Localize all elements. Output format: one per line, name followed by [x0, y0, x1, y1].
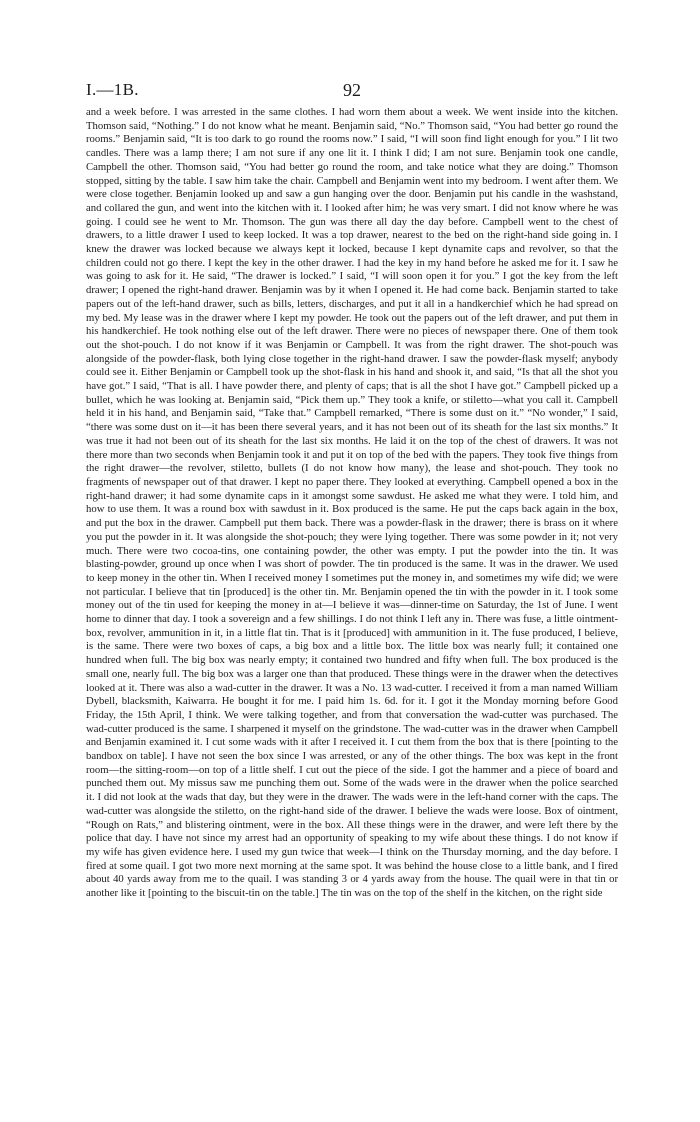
- running-head: [86, 80, 618, 104]
- body-text: [86, 106, 618, 901]
- page-number: 92: [343, 80, 361, 100]
- body-paragraph: and a week before. I was arrested in the same clothes. I had worn them about a week. We went inside into the kitchen. Thomson said, “Nothing.” I do not know what he meant. Benjamin said, “No.” Thomson said, “You had better go round the rooms.” Benjamin said, “It is too dark to go round the rooms now.” I said, “I will soon find light enough for you.” I lit two candles. There was a lamp there; I am not sure if any one lit it. I think I did; I am not sure. Benjamin took one candle, Campbell the other. Thomson said, “You had better go round the room, and take notice what they are doing.” Thomson stopped, sitting by the table. I saw him take the chair. Campbell and Benjamin went into my bedroom. I went after them. We were close together. Benjamin looked up and saw a gun hanging over the door. Benjamin put his candle in the washstand, and collared the gun, and went into the kitchen with it. I looked after him; he was very smart. I did not know where he was going. I could see he went to Mr. Thomson. The gun was there all day the day before. Campbell went to the chest of drawers, to a little drawer I used to keep locked. It was a top drawer, nearest to the bed on the right-hand side going in. I knew the drawer was locked because we always kept it locked, because I kept dynamite caps and revolver, so that the children could not go there. I kept the key in the other drawer. I had the key in my hand before he asked me for it. I saw he was going to ask for it. He said, “The drawer is locked.” I said, “I will soon open it for you.” I got the key from the left drawer; I opened the right-hand drawer. Benjamin was by it when I opened it. He had come back. Benjamin started to take papers out of the left-hand drawer, such as bills, letters, discharges, and put it all in a handkerchief which he had spread on my bed. My lease was in the drawer where I kept my powder. He took out the papers out of the left drawer, and put them in his handkerchief. He took nothing else out of the left drawer. There were no pieces of newspaper there. One of them took out the shot-pouch. I do not know if it was Benjamin or Campbell. It was from the right drawer. The shot-pouch was alongside of the powder-flask, both lying close together in the right-hand drawer. I saw the powder-flask myself; anybody could see it. Either Benjamin or Campbell took up the shot-flask in his hand and shook it, and said, “Is that all the shot you have got.” I said, “That is all. I have powder there, and plenty of caps; that is all the shot I have got.” Campbell picked up a bullet, which he was looking at. Benjamin said, “Pick them up.” They took a knife, or stiletto—what you call it. Campbell held it in his hand, and Benjamin said, “Take that.” Campbell remarked, “There is some dust on it.” “No wonder,” I said, “there was some dust on it—it has been there several years, and it has not been out of its sheath for the last six months.” It was true it had not been out of its sheath for the last six months. He laid it on the top of the chest of drawers. It was not there more than two seconds when Benjamin took it and put it on top of the bed with the papers. They took five things from the right drawer—the revolver, stiletto, bullets (I do not know how many), the lease and shot-pouch. They took no fragments of newspaper out of that drawer. I kept no paper there. They looked at everything. Campbell opened a box in the right-hand drawer; it had some dynamite caps in it amongst some sawdust. He asked me what they were. I told him, and how to use them. It was a round box with sawdust in it. Box produced is the same. He put the caps back again in the box, and put the box in the drawer. Campbell put them back. There was a powder-flask in the drawer; there is brass on it where you put the powder in it. It was alongside the shot-pouch; they were lying together. There was some powder in it; not very much. There were two cocoa-tins, one containing powder, the other was empty. I put the powder into the tin. It was blasting-powder, ground up once when I was short of powder. The tin produced is the same. It was in the drawer. We used to keep money in the other tin. When I received money I sometimes put the money in, and sometimes my wife did; we were not particular. I believe that tin [produced] is the other tin. Mr. Benjamin opened the tin with the powder in it. I took some money out of the tin used for keeping the money in at—I believe it was—dinner-time on Saturday, the 1st of June. I went home to dinner that day. I took a sovereign and a few shillings. I do not think I left any in. There was fuse, a little ointment-box, revolver, ammunition in it, in a little flat tin. That is it [produced] with ammunition in it. The fuse produced, I believe, is the same. There were two boxes of caps, a big box and a little box. The little box was nearly full; it contained one hundred when full. The big box was nearly empty; it contained two hundred and fifty when full. The box produced is the small one, nearly full. The big box was a larger one than that produced. These things were in the drawer when the detectives looked at it. There was also a wad-cutter in the drawer. It was a No. 13 wad-cutter. I received it from a man named William Dybell, blacksmith, Kaiwarra. He bought it for me. I paid him 1s. 6d. for it. I got it the Monday morning before Good Friday, the 15th April, I think. We were talking together, and from that conversation the wad-cutter was purchased. The wad-cutter produced is the same. I sharpened it myself on the grindstone. The wad-cutter was in the drawer when Campbell and Benjamin examined it. I cut some wads with it after I received it. I cut them from the box that is there [pointing to the bandbox on table]. I have not seen the box since I was arrested, or any of the other things. The box was kept in the front room—the sitting-room—on top of a little shelf. I cut out the piece of the side. I got the hammer and a piece of board and punched them out. My missus saw me punching them out. Some of the wads were in the drawer when the police searched it. I did not look at the wads that day, but they were in the drawer. The wads were in the left-hand corner with the caps. The wad-cutter was alongside the stiletto, on the right-hand side of the drawer. I believe the wads were loose. Box of ointment, “Rough on Rats,” and blistering ointment, were in the box. All these things were in the drawer, and were left there by the police that day. I have not since my arrest had an opportunity of speaking to my wife about these things. I do not know if my wife has given evidence here. I used my gun twice that week—I think on the Thursday morning, and the day before. I fired at some quail. I got two more next morning at the same spot. It was behind the house close to a little bank, and I fired about 40 yards away from me to the quail. I was standing 3 or 4 yards away from the house. The quail were in that tin or another like it [pointing to the biscuit-tin on the table.] The tin was on the top of the shelf in the kitchen, on the right side: [86, 106, 618, 900]
- section-identifier: I.—1B.: [86, 80, 139, 99]
